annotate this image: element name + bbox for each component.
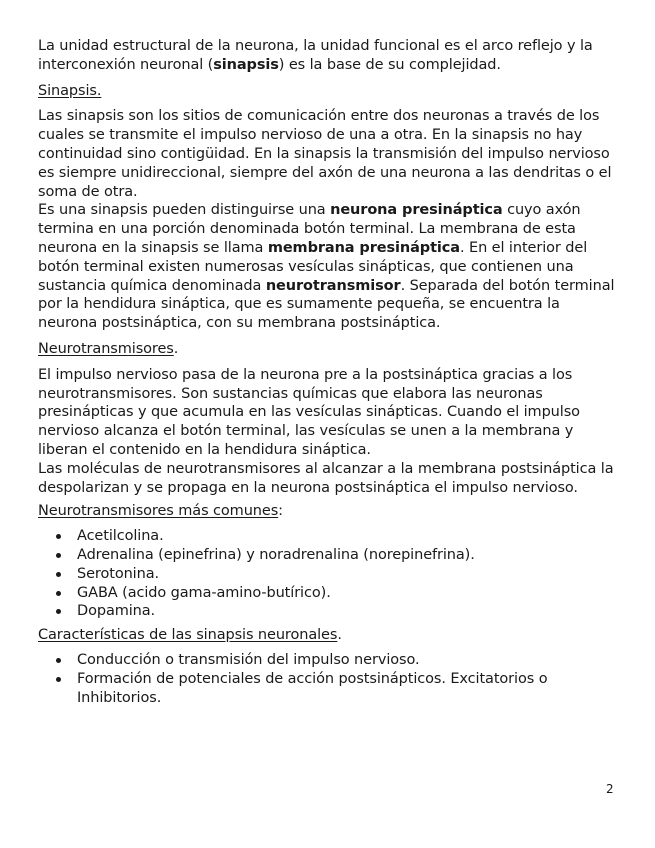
sinapsis-paragraph-2: Es una sinapsis pueden distinguirse una neurona presináptica cuyo axón termina en una porción denominada botón terminal. La membrana de esta neurona en la sinapsis se llama membrana presináptica. En el interior del botón terminal existen numerosas vesículas sinápticas, que contienen una sustancia química denominada neurotransmisor. Separada del botón terminal por la hendidura sináptica, que es sumamente pequeña, se encuentra la neurona postsináptica, con su membrana postsináptica. [38,202,615,332]
list-item: GABA (acido gama-amino-butírico). [77,584,618,603]
sinapsis-paragraph-1: Las sinapsis son los sitios de comunicación entre dos neuronas a través de los cuales se transmite el impulso nervioso de una a otra. En la sinapsis no hay continuidad sino contigüidad. En la sinapsis la transmisión del impulso nervioso es siempre unidireccional, siempre del axón de una neurona a las dendritas o el soma de otra. [38,108,612,200]
caracteristicas-heading: Características de las sinapsis neuronales. [38,627,342,644]
list-item: Conducción o transmisión del impulso nervioso. [77,651,618,670]
document-page [38,37,618,707]
bold-membrana-presinaptica: membrana presináptica [267,239,460,256]
list-item: Adrenalina (epinefrina) y noradrenalina (norepinefrina). [77,546,618,565]
neurotransmisores-heading: Neurotransmisores. [38,340,179,357]
sinapsis-heading: Sinapsis. [38,82,102,99]
list-item: Serotonina. [77,565,618,584]
neurotransmisores-paragraph-1: El impulso nervioso pasa de la neurona pre a la postsináptica gracias a los neurotransmisores. Son sustancias químicas que elabora las neuronas presinápticas y que acumula en las vesículas sinápticas. Cuando el impulso nervioso alcanza el botón terminal, las vesículas se unen a la membrana y liberan el contenido en la hendidura sináptica. [38,366,580,458]
list-item: Dopamina. [77,602,618,621]
neurotransmisores-paragraph-2: Las moléculas de neurotransmisores al alcanzar a la membrana postsináptica la despolarizan y se propaga en la neurona postsináptica el impulso nervioso. [38,460,614,496]
intro-text-2: ) es la base de su complejidad. [278,56,501,73]
comunes-heading: Neurotransmisores más comunes: [38,503,283,520]
list-item: Acetilcolina. [77,527,618,546]
characteristics-list [38,651,618,707]
bold-neurona-presinaptica: neurona presináptica [330,202,503,219]
list-item: Formación de potenciales de acción postsinápticos. Excitatorios o Inhibitorios. [77,670,618,708]
page-number: 2 [606,782,614,796]
bold-neurotransmisor: neurotransmisor [265,277,401,294]
neurotransmitter-list [38,527,618,621]
intro-paragraph [38,37,618,75]
intro-text-1: La unidad estructural de la neurona, la unidad funcional es el arco reflejo y la interconexión neuronal ( [38,38,593,73]
intro-bold-sinapsis: sinapsis [213,56,279,73]
